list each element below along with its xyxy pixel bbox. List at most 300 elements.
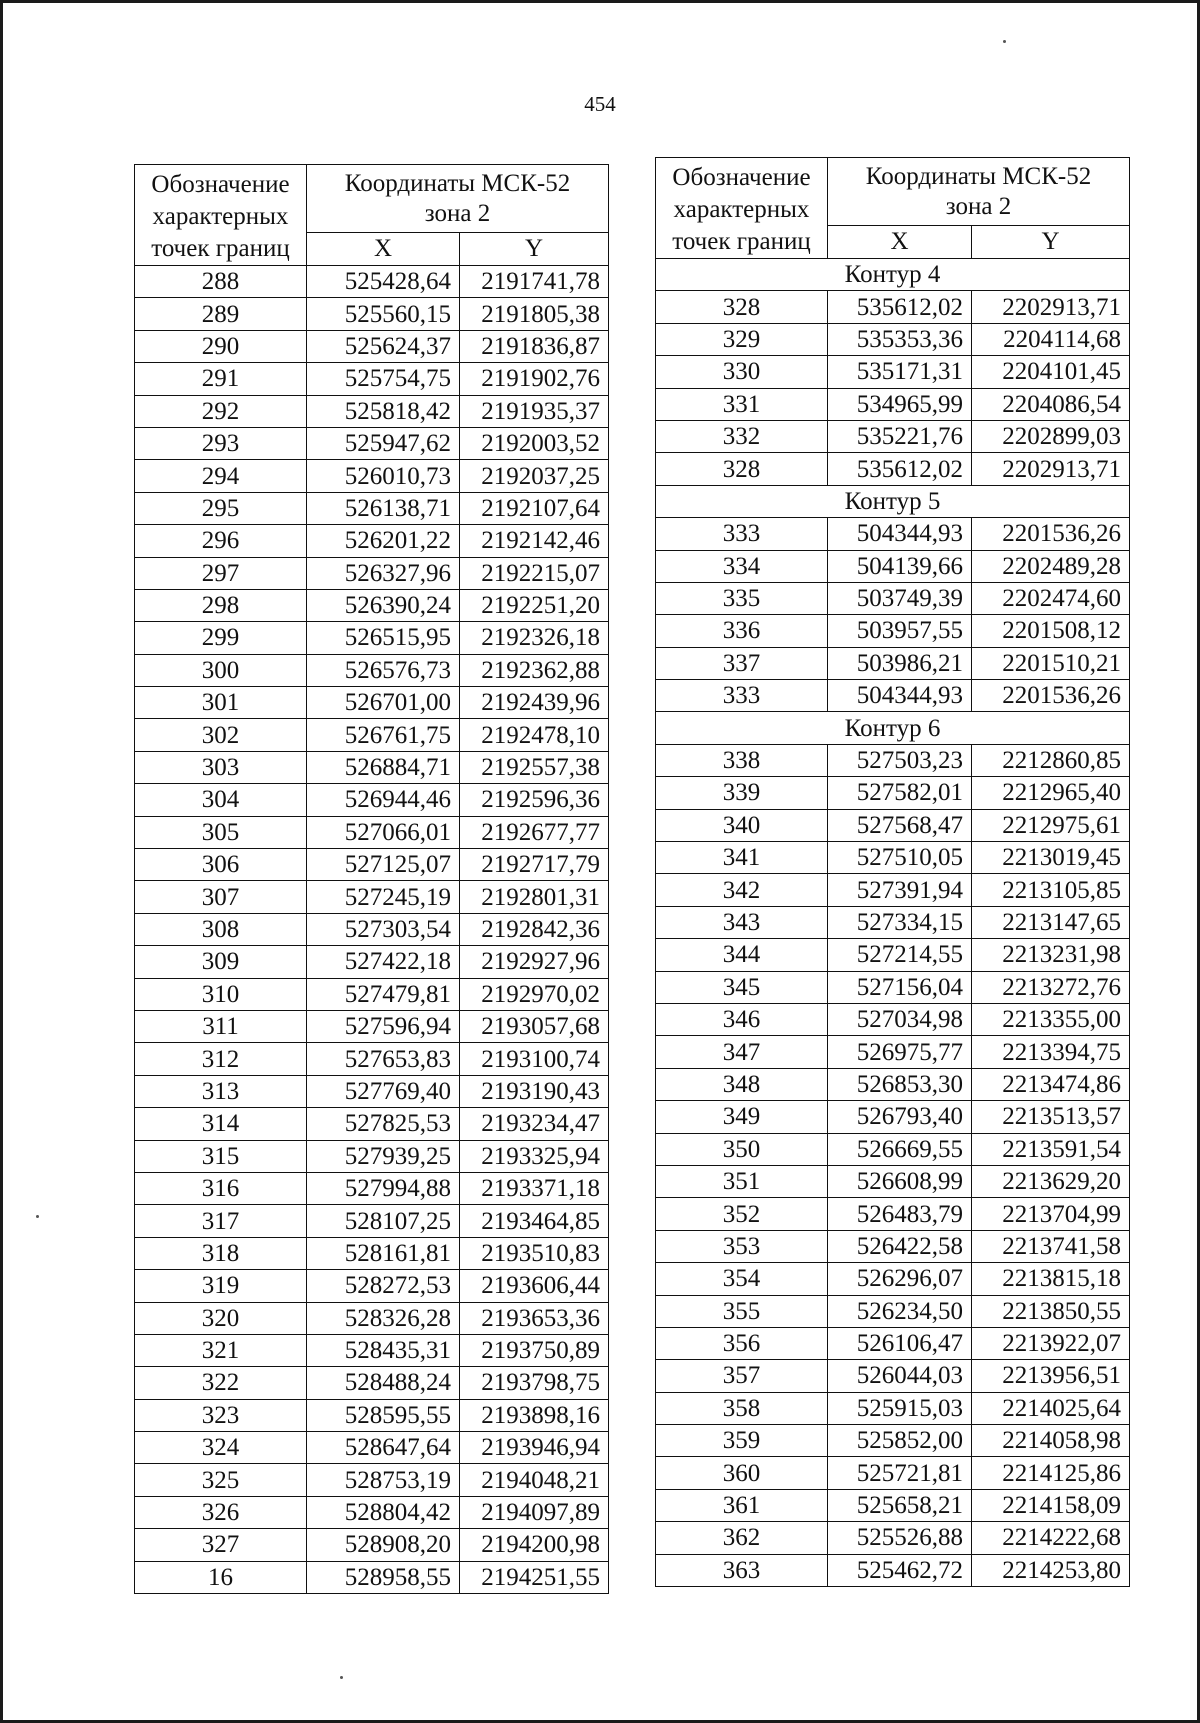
table-row [135,1043,609,1075]
x-coordinate: 526422,58 [828,1230,972,1262]
y-coordinate: 2202899,03 [972,420,1130,452]
point-id: 341 [656,842,828,874]
table-row [135,525,609,557]
y-coordinate: 2192970,02 [460,978,609,1010]
table-row [135,1075,609,1107]
y-coordinate: 2213629,20 [972,1165,1130,1197]
x-coordinate: 527066,01 [307,816,460,848]
y-coordinate: 2202913,71 [972,453,1130,485]
point-id: 291 [135,363,307,395]
point-id: 349 [656,1101,828,1133]
x-coordinate: 526576,73 [307,654,460,686]
x-coordinate: 527245,19 [307,881,460,913]
table-row [656,550,1130,582]
y-coordinate: 2193371,18 [460,1172,609,1204]
y-coordinate: 2192596,36 [460,784,609,816]
x-coordinate: 528753,19 [307,1464,460,1496]
y-coordinate: 2213019,45 [972,842,1130,874]
point-id: 301 [135,687,307,719]
x-coordinate: 504139,66 [828,550,972,582]
y-coordinate: 2194097,89 [460,1496,609,1528]
table-row [135,913,609,945]
x-coordinate: 526106,47 [828,1327,972,1359]
x-coordinate: 526044,03 [828,1360,972,1392]
y-coordinate: 2213850,55 [972,1295,1130,1327]
y-coordinate: 2213147,65 [972,906,1130,938]
contour-label: Контур 6 [656,712,1130,744]
point-id: 16 [135,1561,307,1593]
table-row [135,849,609,881]
y-coordinate: 2204101,45 [972,356,1130,388]
x-coordinate: 528804,42 [307,1496,460,1528]
table-row [656,420,1130,452]
point-id: 311 [135,1010,307,1042]
point-id: 316 [135,1172,307,1204]
y-coordinate: 2213513,57 [972,1101,1130,1133]
x-coordinate: 528272,53 [307,1270,460,1302]
point-id: 337 [656,647,828,679]
y-coordinate: 2192215,07 [460,557,609,589]
y-coordinate: 2191902,76 [460,363,609,395]
point-id: 329 [656,323,828,355]
x-column-header: X [307,232,460,265]
contour-row [656,485,1130,517]
table-row [656,744,1130,776]
point-id: 288 [135,266,307,298]
y-coordinate: 2212860,85 [972,744,1130,776]
x-coordinate: 527825,53 [307,1108,460,1140]
x-coordinate: 535612,02 [828,453,972,485]
y-coordinate: 2213956,51 [972,1360,1130,1392]
point-id: 321 [135,1334,307,1366]
point-id: 295 [135,492,307,524]
table-row [656,1554,1130,1586]
x-coordinate: 526669,55 [828,1133,972,1165]
x-coordinate: 525947,62 [307,427,460,459]
x-coordinate: 526975,77 [828,1036,972,1068]
y-coordinate: 2192677,77 [460,816,609,848]
table-row [656,1230,1130,1262]
table-row [656,1133,1130,1165]
point-id: 352 [656,1198,828,1230]
table-row [656,1327,1130,1359]
x-coordinate: 527939,25 [307,1140,460,1172]
point-id: 317 [135,1205,307,1237]
point-id: 308 [135,913,307,945]
coordinates-table-right [655,157,1130,1587]
scan-speck [36,1215,39,1218]
y-coordinate: 2202474,60 [972,582,1130,614]
x-coordinate: 526761,75 [307,719,460,751]
contour-label: Контур 5 [656,485,1130,517]
point-id: 290 [135,330,307,362]
y-coordinate: 2213272,76 [972,971,1130,1003]
x-coordinate: 526793,40 [828,1101,972,1133]
y-coordinate: 2194048,21 [460,1464,609,1496]
contour-label: Контур 4 [656,259,1130,291]
x-coordinate: 527303,54 [307,913,460,945]
point-id: 322 [135,1367,307,1399]
x-coordinate: 526884,71 [307,751,460,783]
table-row [135,751,609,783]
x-coordinate: 528161,81 [307,1237,460,1269]
table-row [135,1140,609,1172]
x-coordinate: 526327,96 [307,557,460,589]
y-coordinate: 2191935,37 [460,395,609,427]
point-id: 310 [135,978,307,1010]
y-coordinate: 2213105,85 [972,874,1130,906]
y-coordinate: 2192362,88 [460,654,609,686]
y-coordinate: 2193653,36 [460,1302,609,1334]
table-row [135,1432,609,1464]
y-coordinate: 2202913,71 [972,291,1130,323]
page-number: 454 [584,92,616,116]
point-id: 289 [135,298,307,330]
point-id: 324 [135,1432,307,1464]
point-id: 320 [135,1302,307,1334]
point-id: 328 [656,291,828,323]
table-row [135,589,609,621]
y-coordinate: 2193100,74 [460,1043,609,1075]
y-coordinate: 2192842,36 [460,913,609,945]
y-coordinate: 2213474,86 [972,1068,1130,1100]
point-id: 302 [135,719,307,751]
point-id: 305 [135,816,307,848]
x-coordinate: 527510,05 [828,842,972,874]
table-row [135,395,609,427]
y-coordinate: 2192251,20 [460,589,609,621]
table-row [656,777,1130,809]
x-coordinate: 526701,00 [307,687,460,719]
table-row [135,363,609,395]
y-coordinate: 2212975,61 [972,809,1130,841]
x-coordinate: 526608,99 [828,1165,972,1197]
table-row [656,647,1130,679]
point-id: 350 [656,1133,828,1165]
point-id: 344 [656,939,828,971]
table-row [656,1198,1130,1230]
point-id: 336 [656,615,828,647]
y-coordinate: 2214253,80 [972,1554,1130,1586]
x-coordinate: 527596,94 [307,1010,460,1042]
point-id: 334 [656,550,828,582]
coordinates-table-left [134,164,609,1594]
point-id: 328 [656,453,828,485]
y-coordinate: 2193234,47 [460,1108,609,1140]
y-coordinate: 2202489,28 [972,550,1130,582]
x-coordinate: 534965,99 [828,388,972,420]
point-id: 338 [656,744,828,776]
table-row [135,784,609,816]
point-id: 314 [135,1108,307,1140]
point-id: 363 [656,1554,828,1586]
table-row [656,842,1130,874]
point-id: 333 [656,680,828,712]
table-row [135,1205,609,1237]
table-row [135,1464,609,1496]
y-coordinate: 2204114,68 [972,323,1130,355]
y-coordinate: 2213815,18 [972,1263,1130,1295]
designation-header: Обозначение характерных точек границ [656,158,828,259]
point-id: 340 [656,809,828,841]
designation-header: Обозначение характерных точек границ [135,165,307,266]
point-id: 343 [656,906,828,938]
y-coordinate: 2214125,86 [972,1457,1130,1489]
x-coordinate: 527503,23 [828,744,972,776]
table-row [135,816,609,848]
x-coordinate: 535612,02 [828,291,972,323]
x-coordinate: 527334,15 [828,906,972,938]
point-id: 332 [656,420,828,452]
table-row [135,1496,609,1528]
table-row [135,719,609,751]
point-id: 297 [135,557,307,589]
x-coordinate: 526853,30 [828,1068,972,1100]
table-row [656,1068,1130,1100]
table-row [656,1295,1130,1327]
y-coordinate: 2201536,26 [972,680,1130,712]
x-coordinate: 526234,50 [828,1295,972,1327]
x-coordinate: 504344,93 [828,518,972,550]
y-coordinate: 2192107,64 [460,492,609,524]
y-coordinate: 2214058,98 [972,1425,1130,1457]
point-id: 323 [135,1399,307,1431]
table-row [656,356,1130,388]
table-row [135,427,609,459]
x-coordinate: 527156,04 [828,971,972,1003]
scan-speck [1003,40,1006,43]
table-row [656,582,1130,614]
x-coordinate: 535171,31 [828,356,972,388]
y-coordinate: 2192037,25 [460,460,609,492]
x-coordinate: 527125,07 [307,849,460,881]
point-id: 309 [135,946,307,978]
x-coordinate: 527034,98 [828,1003,972,1035]
point-id: 360 [656,1457,828,1489]
contour-row [656,712,1130,744]
point-id: 347 [656,1036,828,1068]
table-row [135,330,609,362]
x-coordinate: 525526,88 [828,1522,972,1554]
table-row [656,1003,1130,1035]
x-coordinate: 504344,93 [828,680,972,712]
x-coordinate: 528647,64 [307,1432,460,1464]
y-coordinate: 2193798,75 [460,1367,609,1399]
point-id: 312 [135,1043,307,1075]
y-coordinate: 2193057,68 [460,1010,609,1042]
right-table-body [656,259,1130,1587]
table-row [135,298,609,330]
point-id: 330 [656,356,828,388]
table-row [656,1425,1130,1457]
y-coordinate: 2213704,99 [972,1198,1130,1230]
x-coordinate: 527214,55 [828,939,972,971]
x-coordinate: 503986,21 [828,647,972,679]
x-coordinate: 525721,81 [828,1457,972,1489]
point-id: 318 [135,1237,307,1269]
table-row [656,323,1130,355]
y-column-header: Y [460,232,609,265]
point-id: 327 [135,1529,307,1561]
y-coordinate: 2192717,79 [460,849,609,881]
y-coordinate: 2193190,43 [460,1075,609,1107]
point-id: 335 [656,582,828,614]
table-row [135,492,609,524]
table-row [135,266,609,298]
table-row [656,615,1130,647]
x-coordinate: 528107,25 [307,1205,460,1237]
y-coordinate: 2193946,94 [460,1432,609,1464]
table-row [135,1334,609,1366]
y-coordinate: 2193325,94 [460,1140,609,1172]
x-coordinate: 526944,46 [307,784,460,816]
x-coordinate: 527994,88 [307,1172,460,1204]
point-id: 362 [656,1522,828,1554]
table-row [656,1263,1130,1295]
x-coordinate: 525462,72 [828,1554,972,1586]
y-coordinate: 2191836,87 [460,330,609,362]
table-row [135,1270,609,1302]
point-id: 355 [656,1295,828,1327]
x-coordinate: 527769,40 [307,1075,460,1107]
point-id: 294 [135,460,307,492]
table-row [135,557,609,589]
y-coordinate: 2204086,54 [972,388,1130,420]
point-id: 307 [135,881,307,913]
point-id: 298 [135,589,307,621]
y-coordinate: 2213394,75 [972,1036,1130,1068]
table-row [135,881,609,913]
x-coordinate: 528326,28 [307,1302,460,1334]
point-id: 361 [656,1489,828,1521]
y-coordinate: 2214222,68 [972,1522,1130,1554]
table-row [656,874,1130,906]
point-id: 339 [656,777,828,809]
table-row [135,654,609,686]
point-id: 315 [135,1140,307,1172]
y-coordinate: 2194200,98 [460,1529,609,1561]
x-coordinate: 526296,07 [828,1263,972,1295]
x-coordinate: 503749,39 [828,582,972,614]
table-row [656,971,1130,1003]
y-coordinate: 2213741,58 [972,1230,1130,1262]
x-coordinate: 525658,21 [828,1489,972,1521]
table-row [135,1302,609,1334]
x-coordinate: 528908,20 [307,1529,460,1561]
point-id: 300 [135,654,307,686]
x-coordinate: 526483,79 [828,1198,972,1230]
x-coordinate: 503957,55 [828,615,972,647]
table-row [656,453,1130,485]
y-coordinate: 2193750,89 [460,1334,609,1366]
x-coordinate: 525852,00 [828,1425,972,1457]
point-id: 342 [656,874,828,906]
table-row [656,1522,1130,1554]
x-coordinate: 535221,76 [828,420,972,452]
point-id: 346 [656,1003,828,1035]
y-coordinate: 2193464,85 [460,1205,609,1237]
point-id: 299 [135,622,307,654]
point-id: 325 [135,1464,307,1496]
table-row [135,1172,609,1204]
table-row [135,1237,609,1269]
table-row [656,1101,1130,1133]
y-coordinate: 2192003,52 [460,427,609,459]
point-id: 348 [656,1068,828,1100]
y-coordinate: 2213231,98 [972,939,1130,971]
table-row [656,1165,1130,1197]
y-coordinate: 2214158,09 [972,1489,1130,1521]
y-coordinate: 2201510,21 [972,647,1130,679]
x-coordinate: 527568,47 [828,809,972,841]
point-id: 358 [656,1392,828,1424]
scan-speck [340,1676,343,1679]
x-coordinate: 526515,95 [307,622,460,654]
x-column-header: X [828,225,972,258]
table-row [656,906,1130,938]
y-coordinate: 2214025,64 [972,1392,1130,1424]
y-coordinate: 2191741,78 [460,266,609,298]
y-coordinate: 2213591,54 [972,1133,1130,1165]
point-id: 351 [656,1165,828,1197]
point-id: 359 [656,1425,828,1457]
y-column-header: Y [972,225,1130,258]
x-coordinate: 527582,01 [828,777,972,809]
y-coordinate: 2192557,38 [460,751,609,783]
x-coordinate: 526201,22 [307,525,460,557]
x-coordinate: 525818,42 [307,395,460,427]
table-row [656,291,1130,323]
table-row [135,1561,609,1593]
x-coordinate: 527653,83 [307,1043,460,1075]
point-id: 356 [656,1327,828,1359]
y-coordinate: 2212965,40 [972,777,1130,809]
x-coordinate: 525915,03 [828,1392,972,1424]
coordinates-header: Координаты МСК-52 зона 2 [828,158,1130,226]
x-coordinate: 528958,55 [307,1561,460,1593]
point-id: 304 [135,784,307,816]
x-coordinate: 526138,71 [307,492,460,524]
table-row [135,1108,609,1140]
table-row [656,1392,1130,1424]
x-coordinate: 535353,36 [828,323,972,355]
x-coordinate: 525754,75 [307,363,460,395]
x-coordinate: 528435,31 [307,1334,460,1366]
x-coordinate: 525624,37 [307,330,460,362]
point-id: 326 [135,1496,307,1528]
x-coordinate: 527391,94 [828,874,972,906]
table-row [656,680,1130,712]
coordinates-header: Координаты МСК-52 зона 2 [307,165,609,233]
table-row [135,1010,609,1042]
y-coordinate: 2191805,38 [460,298,609,330]
x-coordinate: 525428,64 [307,266,460,298]
table-row [656,518,1130,550]
y-coordinate: 2201508,12 [972,615,1130,647]
x-coordinate: 526390,24 [307,589,460,621]
table-row [656,809,1130,841]
y-coordinate: 2192439,96 [460,687,609,719]
table-row [656,1457,1130,1489]
table-row [656,939,1130,971]
table-row [656,388,1130,420]
point-id: 345 [656,971,828,1003]
point-id: 313 [135,1075,307,1107]
point-id: 319 [135,1270,307,1302]
y-coordinate: 2193510,83 [460,1237,609,1269]
y-coordinate: 2193898,16 [460,1399,609,1431]
y-coordinate: 2192927,96 [460,946,609,978]
